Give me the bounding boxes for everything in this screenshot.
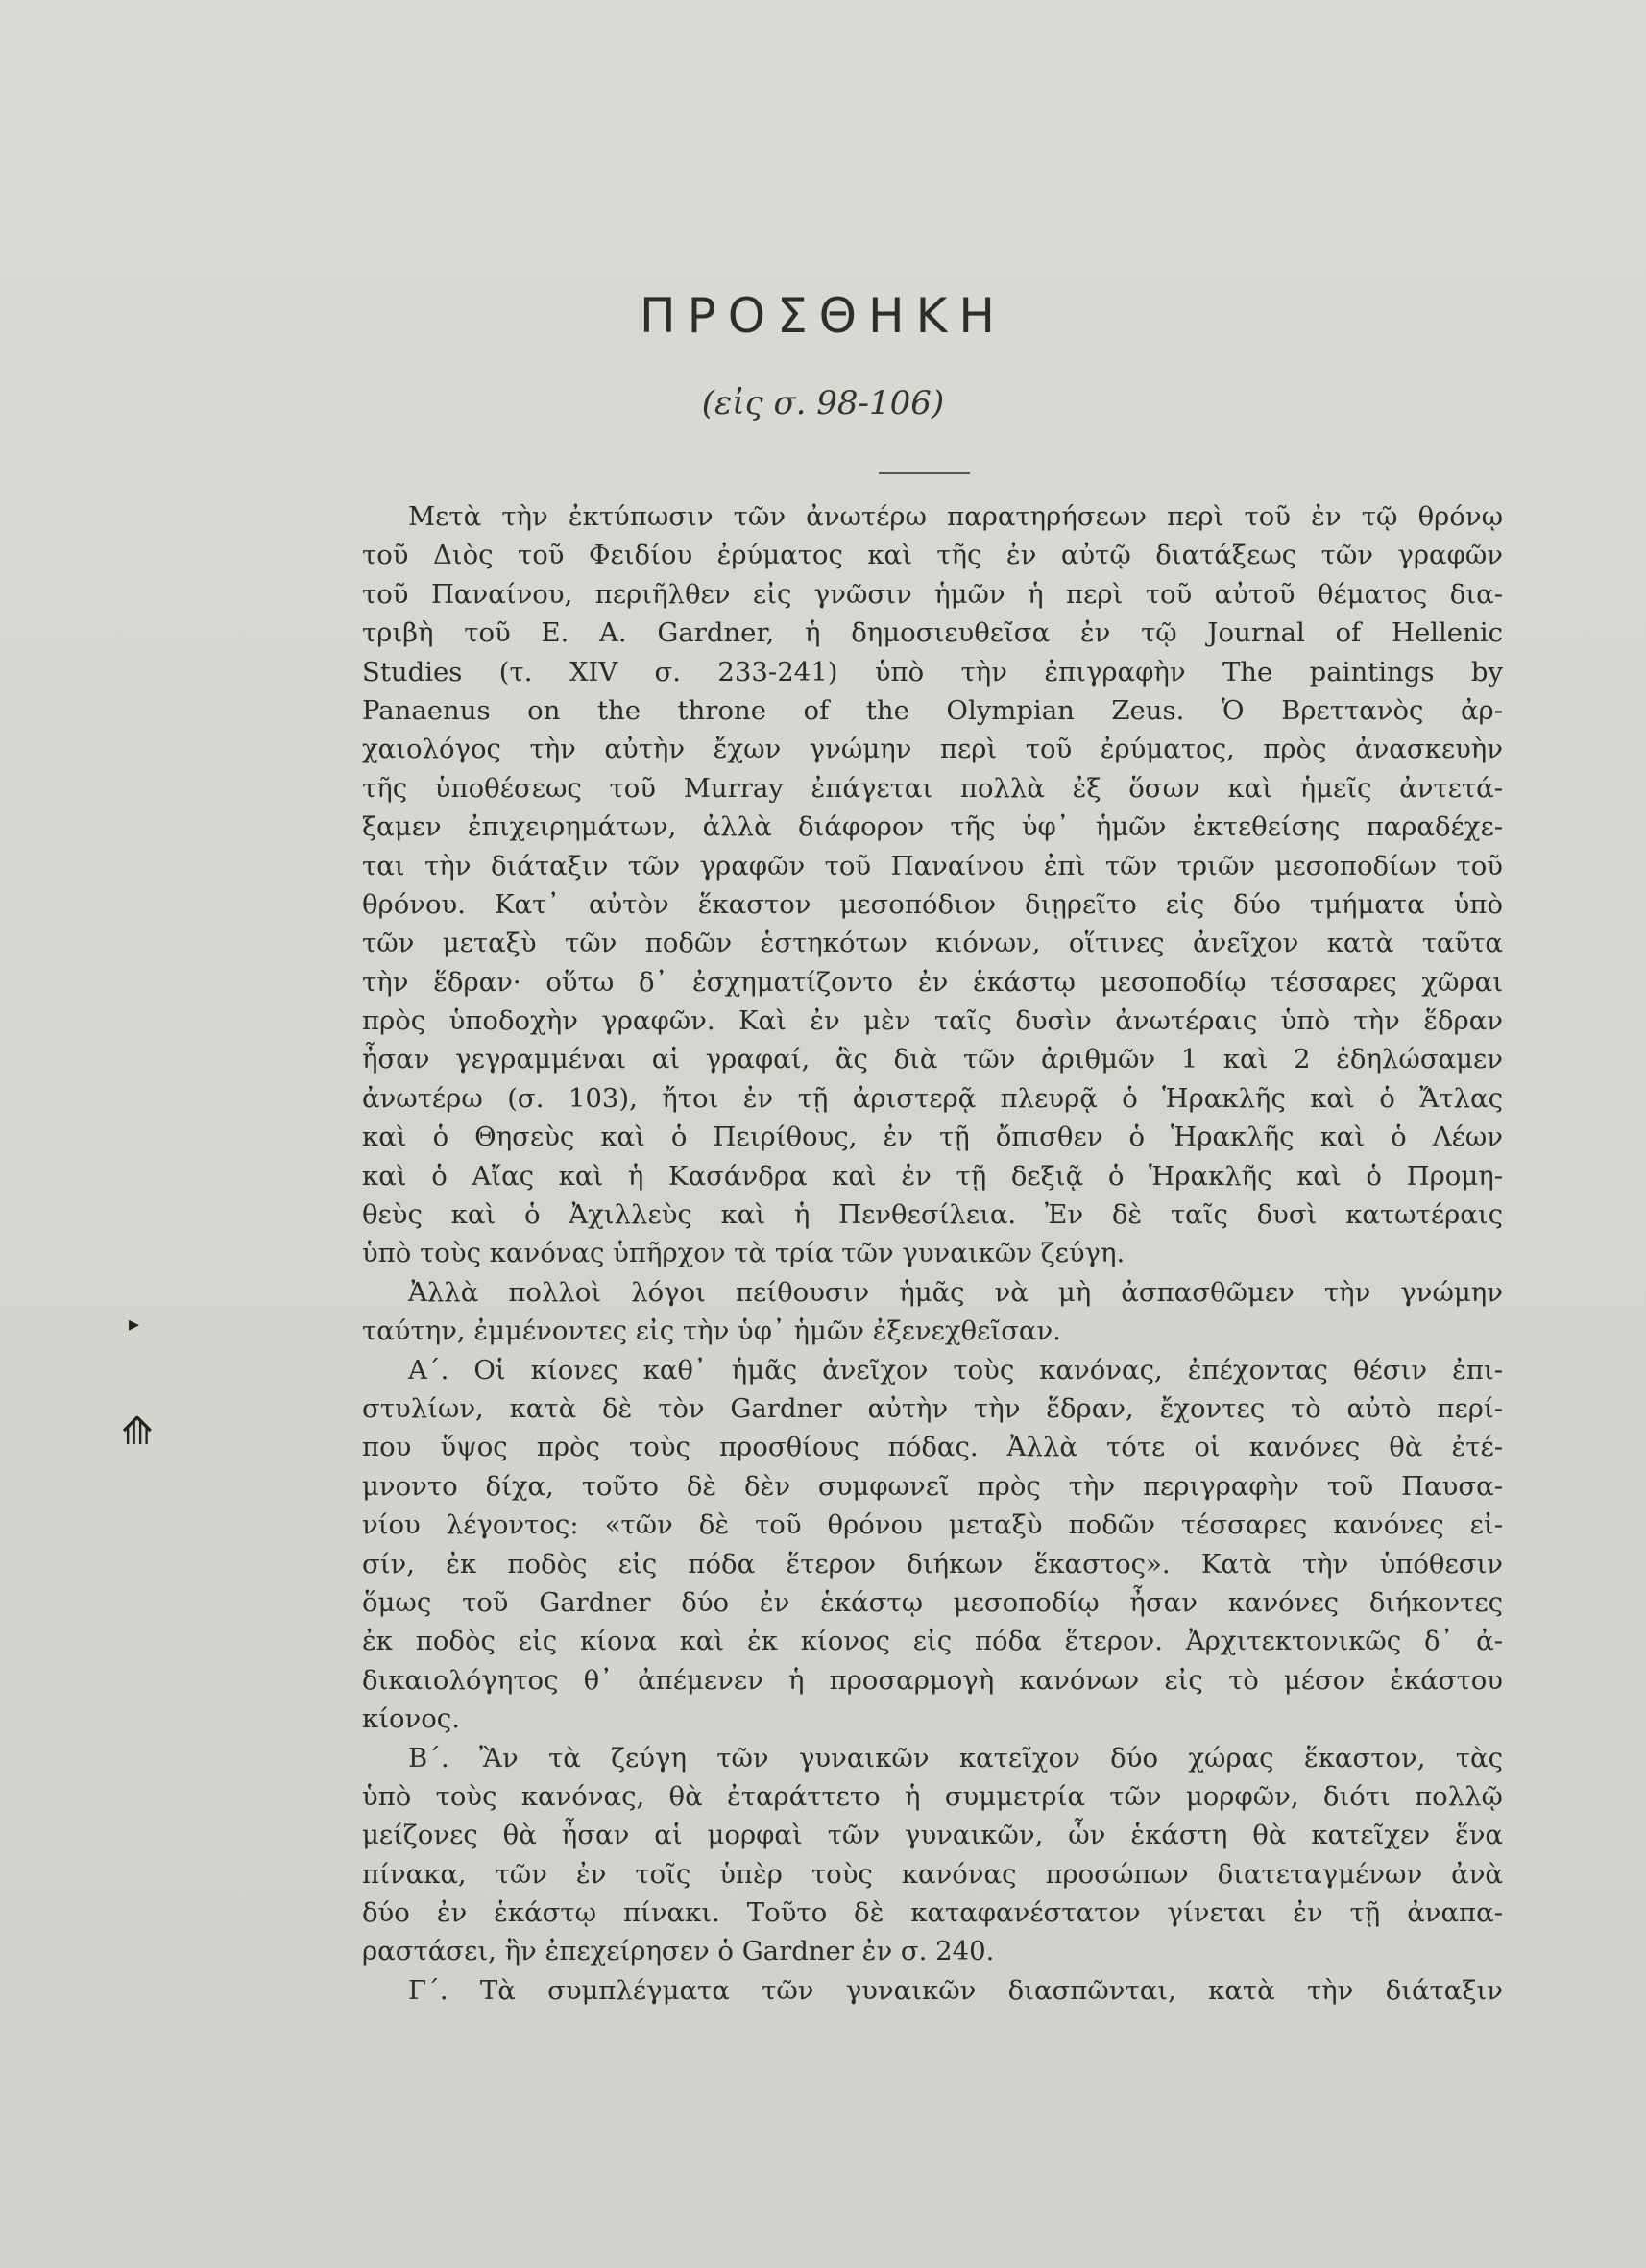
page-subtitle: (εἰς σ. 98-106) — [701, 384, 945, 422]
text-line: ραστάσει, ἣν ἐπεχείρησεν ὁ Gardner ἐν σ. 240. — [362, 1936, 995, 1967]
text-line: κίονος. — [362, 1703, 460, 1735]
text-line: μείζονες θὰ ἦσαν αἱ μορφαὶ τῶν γυναικῶν, ὧν ἑκάστη θὰ κατεῖχεν ἕνα — [362, 1820, 1503, 1851]
text-line: τῆς ὑποθέσεως τοῦ Murray ἐπάγεται πολλὰ ἐξ ὅσων καὶ ἡμεῖς ἀντετά- — [362, 772, 1503, 804]
text-line: θρόνου. Κατ᾽ αὐτὸν ἕκαστον μεσοπόδιον διῃρεῖτο εἰς δύο τμήματα ὑπὸ — [362, 888, 1503, 920]
text-line: τὴν ἕδραν· οὕτω δ᾽ ἐσχηματίζοντο ἐν ἑκάστῳ μεσοποδίῳ τέσσαρες χῶραι — [362, 966, 1503, 998]
text-line: Panaenus on the throne of the Olympian Zeus. Ὁ Βρεττανὸς ἀρ- — [362, 694, 1503, 726]
text-line: πρὸς ὑποδοχὴν γραφῶν. Καὶ ἐν μὲν ταῖς δυσὶν ἀνωτέραις ὑπὸ τὴν ἕδραν — [362, 1005, 1503, 1037]
text-line: δικαιολόγητος θ᾽ ἀπέμενεν ἡ προσαρμογὴ κανόνων εἰς τὸ μέσον ἑκάστου — [362, 1664, 1503, 1696]
text-line: τῶν μεταξὺ τῶν ποδῶν ἑστηκότων κιόνων, οἵτινες ἀνεῖχον κατὰ ταῦτα — [362, 928, 1503, 959]
text-line: σίν, ἐκ ποδὸς εἰς πόδα ἕτερον διήκων ἕκαστος». Κατὰ τὴν ὑπόθεσιν — [362, 1548, 1503, 1580]
text-line: ὅμως τοῦ Gardner δύο ἐν ἑκάστῳ μεσοποδίῳ ἦσαν κανόνες διήκοντες — [362, 1586, 1503, 1618]
text-line: δύο ἐν ἑκάστῳ πίνακι. Τοῦτο δὲ καταφανέστατον γίνεται ἐν τῇ ἀναπα- — [362, 1897, 1503, 1929]
text-line: Ἀλλὰ πολλοὶ λόγοι πείθουσιν ἡμᾶς νὰ μὴ ἀσπασθῶμεν τὴν γνώμην — [408, 1276, 1503, 1308]
text-line: Γ΄. Τὰ συμπλέγματα τῶν γυναικῶν διασπῶνται, κατὰ τὴν διάταξιν — [408, 1974, 1503, 2006]
text-line: ταύτην, ἐμμένοντες εἰς τὴν ὑφ᾽ ἡμῶν ἐξενεχθεῖσαν. — [362, 1315, 1061, 1347]
text-line: που ὕψος πρὸς τοὺς προσθίους πόδας. Ἀλλὰ τότε οἱ κανόνες θὰ ἐτέ- — [362, 1432, 1503, 1463]
text-line: τοῦ Διὸς τοῦ Φειδίου ἐρύματος καὶ τῆς ἐν αὐτῷ διατάξεως τῶν γραφῶν — [362, 540, 1503, 571]
text-line: Studies (τ. XIV σ. 233-241) ὑπὸ τὴν ἐπιγραφὴν The paintings by — [362, 656, 1503, 688]
margin-arrow-icon: ⟰ — [121, 1410, 154, 1454]
text-line: καὶ ὁ Αἴας καὶ ἡ Κασάνδρα καὶ ἐν τῇ δεξιᾷ ὁ Ἡρακλῆς καὶ ὁ Προμη- — [362, 1160, 1503, 1192]
text-line: Α΄. Οἱ κίονες καθ᾽ ἡμᾶς ἀνεῖχον τοὺς κανόνας, ἐπέχοντας θέσιν ἐπι- — [408, 1354, 1503, 1386]
text-line: Β΄. Ἂν τὰ ζεύγη τῶν γυναικῶν κατεῖχον δύο χώρας ἕκαστον, τὰς — [408, 1742, 1503, 1773]
text-line: χαιολόγος τὴν αὐτὴν ἔχων γνώμην περὶ τοῦ ἐρύματος, πρὸς ἀνασκευὴν — [362, 734, 1503, 765]
text-line: τριβὴ τοῦ E. A. Gardner, ἡ δημοσιευθεῖσα ἐν τῷ Journal of Hellenic — [362, 617, 1503, 649]
text-line: καὶ ὁ Θησεὺς καὶ ὁ Πειρίθους, ἐν τῇ ὄπισθεν ὁ Ἡρακλῆς καὶ ὁ Λέων — [362, 1122, 1503, 1153]
text-line: ται τὴν διάταξιν τῶν γραφῶν τοῦ Παναίνου ἐπὶ τῶν τριῶν μεσοποδίων τοῦ — [362, 850, 1503, 881]
text-line: ἐκ ποδὸς εἰς κίονα καὶ ἐκ κίονος εἰς πόδα ἕτερον. Ἀρχιτεκτονικῶς δ᾽ ἀ- — [362, 1626, 1503, 1657]
page-title: ΠΡΟΣΘΗΚΗ — [639, 288, 1007, 344]
text-line: ὑπὸ τοὺς κανόνας ὑπῆρχον τὰ τρία τῶν γυναικῶν ζεύγη. — [362, 1238, 1126, 1269]
text-line: στυλίων, κατὰ δὲ τὸν Gardner αὐτὴν τὴν ἕδραν, ἔχοντες τὸ αὐτὸ περί- — [362, 1392, 1503, 1424]
body-text — [362, 497, 1503, 2010]
text-line: Μετὰ τὴν ἐκτύπωσιν τῶν ἀνωτέρω παρατηρήσεων περὶ τοῦ ἐν τῷ θρόνῳ — [408, 501, 1503, 532]
text-line: ξαμεν ἐπιχειρημάτων, ἀλλὰ διάφορον τῆς ὑφ᾽ ἡμῶν ἐκτεθείσης παραδέχε- — [362, 811, 1503, 843]
text-line: νίου λέγοντος: «τῶν δὲ τοῦ θρόνου μεταξὺ ποδῶν τέσσαρες κανόνες εἰ- — [362, 1509, 1503, 1541]
text-line: ὑπὸ τοὺς κανόνας, θὰ ἐταράττετο ἡ συμμετρία τῶν μορφῶν, διότι πολλῷ — [362, 1780, 1503, 1812]
text-line: θεὺς καὶ ὁ Ἀχιλλεὺς καὶ ἡ Πενθεσίλεια. Ἐν δὲ ταῖς δυσὶ κατωτέραις — [362, 1199, 1503, 1231]
text-line: ἦσαν γεγραμμέναι αἱ γραφαί, ἃς διὰ τῶν ἀριθμῶν 1 καὶ 2 ἐδηλώσαμεν — [362, 1044, 1503, 1075]
text-line: τοῦ Παναίνου, περιῆλθεν εἰς γνῶσιν ἡμῶν ἡ περὶ τοῦ αὐτοῦ θέματος δια- — [362, 578, 1503, 610]
text-line: πίνακα, τῶν ἐν τοῖς ὑπὲρ τοὺς κανόνας προσώπων διατεταγμένων ἀνὰ — [362, 1858, 1503, 1890]
title-divider — [879, 472, 970, 474]
text-line: μνοντο δίχα, τοῦτο δὲ δὲν συμφωνεῖ πρὸς τὴν περιγραφὴν τοῦ Παυσα- — [362, 1470, 1503, 1502]
text-line: ἀνωτέρω (σ. 103), ἤτοι ἐν τῇ ἀριστερᾷ πλευρᾷ ὁ Ἡρακλῆς καὶ ὁ Ἄτλας — [362, 1082, 1503, 1114]
margin-mark-icon: ▸ — [129, 1313, 140, 1337]
